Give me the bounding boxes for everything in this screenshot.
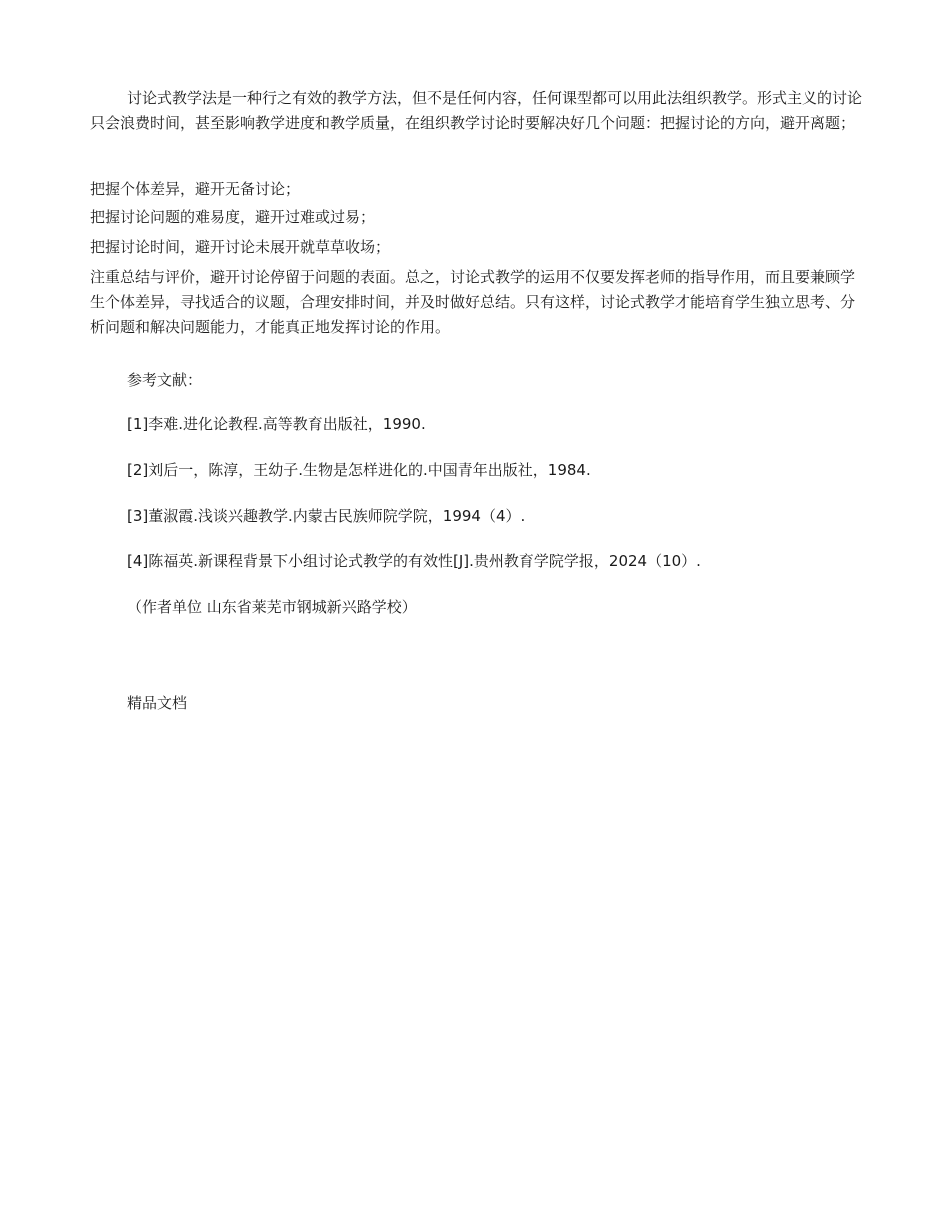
point-difficulty: 把握讨论问题的难易度，避开过难或过易；: [90, 208, 376, 226]
point-time: 把握讨论时间，避开讨论未展开就草草收场；: [90, 238, 391, 256]
main-paragraph: 讨论式教学法是一种行之有效的教学方法，但不是任何内容，任何课型都可以用此法组织教学。形式主义的讨论只会浪费时间，甚至影响教学进度和教学质量，在组织教学讨论时要解决好几个问题：把握讨论的方向，避开离题；: [90, 89, 863, 132]
reference-item: [3]董淑霞.浅谈兴趣教学.内蒙古民族师院学院，1994（4）.: [127, 507, 526, 525]
point-individual-differences: 把握个体差异，避开无备讨论；: [90, 180, 301, 198]
reference-item: [4]陈福英.新课程背景下小组讨论式教学的有效性[J].贵州教育学院学报，2024（10）.: [127, 552, 701, 570]
footer-label: 精品文档: [127, 694, 188, 712]
references-heading: 参考文献：: [127, 371, 203, 389]
author-unit: （作者单位 山东省莱芜市钢城新兴路学校）: [127, 598, 417, 616]
reference-item: [2]刘后一，陈淳，王幼子.生物是怎样进化的.中国青年出版社，1984.: [127, 461, 591, 479]
reference-item: [1]李难.进化论教程.高等教育出版社，1990.: [127, 415, 426, 433]
conclusion-paragraph: 注重总结与评价，避开讨论停留于问题的表面。总之，讨论式教学的运用不仅要发挥老师的指导作用，而且要兼顾学生个体差异，寻找适合的议题，合理安排时间，并及时做好总结。只有这样，讨论式教学才能培育学生独立思考、分析问题和解决问题能力，才能真正地发挥讨论的作用。: [90, 268, 856, 336]
